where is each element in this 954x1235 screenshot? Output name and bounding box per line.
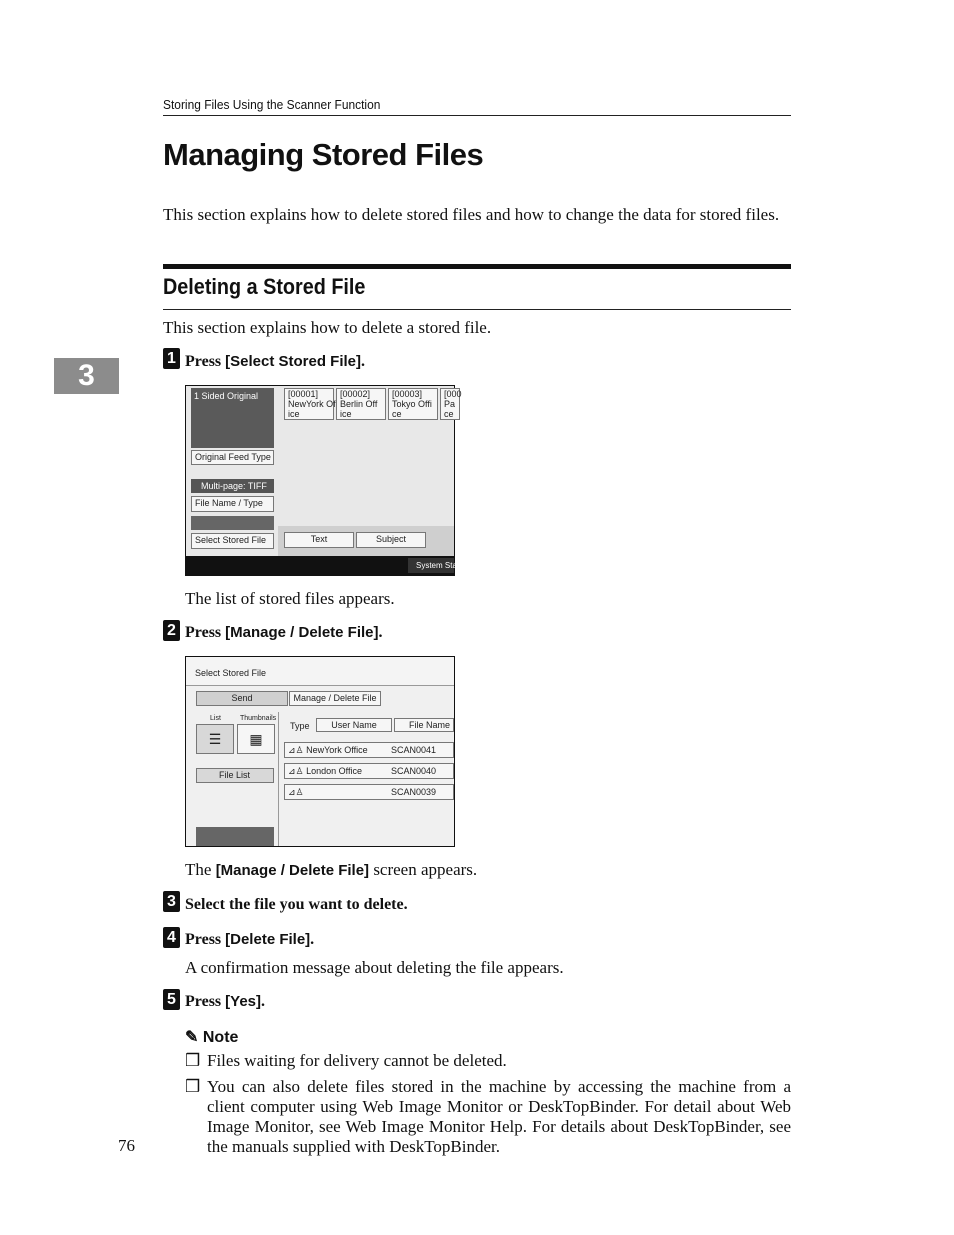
ui-label: [Delete File]	[225, 931, 311, 948]
blank-bar	[191, 516, 274, 530]
step-suffix: .	[361, 353, 366, 370]
destination-1[interactable]	[284, 388, 334, 420]
after-step-1: The list of stored files appears.	[185, 589, 395, 608]
ui-label: [Manage / Delete File]	[215, 862, 370, 879]
step-prefix: Press	[185, 993, 226, 1010]
chapter-tab: 3	[54, 358, 119, 394]
file-name-type-button[interactable]: File Name / Type	[191, 496, 274, 512]
intro-paragraph: This section explains how to delete stored files and how to change the data for stored files.	[163, 205, 780, 224]
thumbnails-label: Thumbnails	[240, 715, 277, 722]
ui-label: [Select Stored File]	[225, 353, 362, 370]
system-status-button[interactable]: System Stat	[408, 558, 454, 573]
file-list-button[interactable]: File List	[196, 768, 274, 783]
running-header: Storing Files Using the Scanner Function	[163, 97, 381, 112]
dest-id: [00001]	[288, 389, 319, 399]
screen2-header-label: Select Stored File	[195, 668, 267, 678]
step-prefix: Press	[185, 624, 226, 641]
step-2-text	[185, 624, 383, 642]
dest-name: Tokyo Offi	[392, 399, 432, 409]
dest-id: [00002]	[340, 389, 371, 399]
step-number: 4	[163, 927, 180, 948]
row-user: London Office	[306, 766, 363, 776]
step-number: 3	[163, 891, 180, 912]
section-heading: Deleting a Stored File	[163, 274, 366, 299]
user-name-sort-button[interactable]: User Name	[316, 718, 392, 732]
step-5-text	[185, 993, 265, 1011]
bullet-icon: ❒	[185, 1051, 201, 1070]
note-item: Files waiting for delivery cannot be deleted.	[207, 1051, 507, 1070]
dest-name-cont: ce	[444, 409, 454, 419]
file-row[interactable]	[284, 742, 454, 758]
scan-file-icon: ⊿♙	[288, 766, 304, 776]
text-button[interactable]: Text	[284, 532, 354, 548]
step-suffix: .	[378, 624, 383, 641]
step-suffix: .	[261, 993, 265, 1010]
destination-3[interactable]	[388, 388, 438, 420]
scan-file-icon: ⊿♙	[288, 745, 304, 755]
dest-name-cont: ice	[340, 409, 352, 419]
after-step-2	[185, 860, 477, 880]
row-user: NewYork Office	[306, 745, 368, 755]
dest-name-cont: ce	[392, 409, 402, 419]
step-1-text	[185, 353, 365, 371]
list-label: List	[210, 715, 221, 722]
header-rule	[163, 115, 791, 116]
screen2-header	[186, 657, 454, 686]
original-feed-type-button[interactable]: Original Feed Type	[191, 450, 274, 465]
bullet-icon: ❒	[185, 1077, 201, 1096]
dest-name-cont: ice	[288, 409, 300, 419]
step-3-text: Select the file you want to delete.	[185, 896, 408, 913]
ui-label: [Yes]	[225, 993, 261, 1010]
scanner-screen-1	[185, 385, 462, 576]
note-item: You can also delete files stored in the machine by accessing the machine from a client computer using Web Image Monitor or DeskTopBinder. For detail about Web Image Monitor, see Web Image Monitor Help. For details about DeskTopBinder, see the manuals supplied with DeskTopBinder.	[207, 1077, 791, 1156]
dest-name: Pa	[444, 399, 456, 409]
step-number: 5	[163, 989, 180, 1010]
subject-button[interactable]: Subject	[356, 532, 426, 548]
file-row[interactable]	[284, 763, 454, 779]
pencil-icon: ✎	[185, 1029, 199, 1046]
step-number: 2	[163, 620, 180, 641]
file-row[interactable]	[284, 784, 454, 800]
list-view-button[interactable]	[196, 724, 234, 754]
page-number: 76	[118, 1136, 135, 1155]
sided-panel	[191, 388, 274, 448]
select-stored-file-button[interactable]: Select Stored File	[191, 533, 274, 549]
scan-file-icon: ⊿♙	[288, 787, 304, 797]
step-prefix: Press	[185, 931, 226, 948]
type-column-label: Type	[290, 721, 310, 731]
step-prefix: Press	[185, 353, 226, 370]
section-rule-top	[163, 264, 791, 269]
row-file: SCAN0040	[391, 766, 437, 776]
dest-name: NewYork Of	[288, 399, 336, 409]
section-rule-bottom	[163, 309, 791, 310]
sided-label: 1 Sided Original	[194, 391, 259, 401]
row-file: SCAN0039	[391, 787, 437, 797]
manage-delete-file-tab[interactable]: Manage / Delete File	[289, 691, 381, 706]
multi-page-label: Multi-page: TIFF	[191, 479, 274, 493]
page-title: Managing Stored Files	[163, 137, 484, 172]
step-number: 1	[163, 348, 180, 369]
scanner-screen-2	[185, 656, 455, 847]
section-intro: This section explains how to delete a stored file.	[163, 318, 492, 337]
after-step-2-pre: The	[185, 860, 216, 879]
note-heading	[185, 1027, 238, 1047]
list-icon: ☰	[208, 731, 222, 747]
file-name-sort-button[interactable]: File Name	[394, 718, 454, 732]
dest-name: Berlin Off	[340, 399, 378, 409]
thumbnail-view-button[interactable]	[237, 724, 275, 754]
after-step-2-post: screen appears.	[369, 860, 478, 879]
grid-icon: ▦	[249, 731, 263, 747]
dest-id: [000	[444, 389, 462, 399]
note-title: Note	[202, 1029, 239, 1046]
bottom-dark-bar	[196, 827, 274, 846]
step-suffix: .	[310, 931, 315, 948]
dest-id: [00003]	[392, 389, 423, 399]
destination-2[interactable]	[336, 388, 386, 420]
row-file: SCAN0041	[391, 745, 437, 755]
step-4-text	[185, 931, 314, 949]
after-step-4: A confirmation message about deleting the file appears.	[185, 958, 564, 977]
ui-label: [Manage / Delete File]	[225, 624, 379, 641]
send-tab[interactable]: Send	[196, 691, 288, 706]
destination-4[interactable]	[440, 388, 460, 420]
